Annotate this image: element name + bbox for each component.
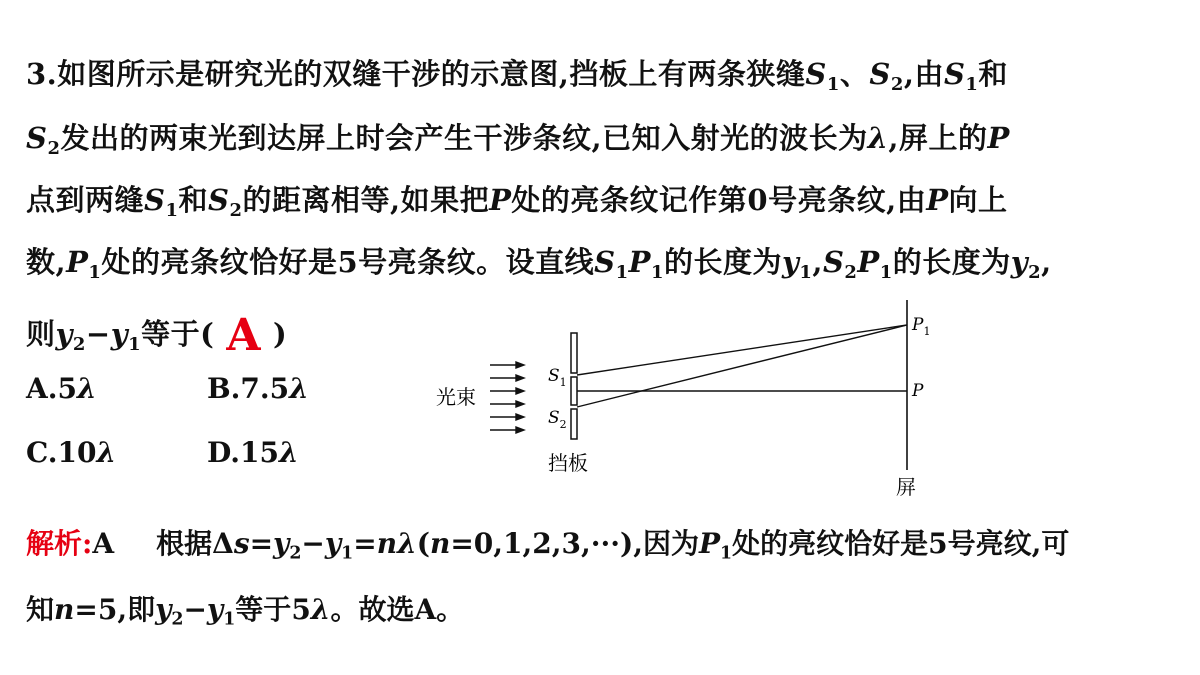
light-rays (577, 325, 907, 407)
solution-line-2: 知n=5,即$y_2-y_1$等于5λ。故选A。 (26, 593, 465, 630)
point-p-label: P (912, 381, 924, 401)
option-b[interactable]: B.7.5λ (207, 372, 309, 405)
option-d[interactable]: D.15λ (207, 436, 299, 469)
question-line-2: $S_2$发出的两束光到达屏上时会产生干涉条纹,已知入射光的波长为λ,屏上的P (26, 121, 1010, 159)
option-c[interactable]: C.10λ (26, 436, 117, 469)
question-number: 3. (26, 57, 58, 91)
board-label: 挡板 (548, 451, 588, 475)
screen-label: 屏 (896, 475, 916, 499)
question-line-1: 3.如图所示是研究光的双缝干涉的示意图,挡板上有两条狭缝$S_1$、$S_2$,由$S_1$和 (26, 57, 1008, 95)
question-line-5: 则$y_2-y_1$等于( A ) (26, 310, 288, 361)
slit-s1-label: $S_1$ (548, 366, 567, 389)
solution-line-1: 解析:A 根据$\Delta s=y_2-y_1=n\lambda(n=0,1,2,3,\cdot\cdot\cdot)$,因为$P_1$处的亮纹恰好是5号亮纹,可 (26, 527, 1070, 564)
slit-s2-label: $S_2$ (548, 408, 567, 431)
option-a[interactable]: A.5λ (26, 372, 97, 405)
question-line-4: 数$,P_1$处的亮条纹恰好是5号亮条纹。设直线$S_1P_1$的长度为$y_1,S_2P_1$的长度为$y_2$, (26, 245, 1052, 283)
solution-label: 解析: (26, 527, 93, 560)
question-line-3: 点到两缝$S_1$和$S_2$的距离相等,如果把P处的亮条纹记作第0号亮条纹,由P向上 (26, 183, 1008, 221)
answer-mark: A (226, 310, 261, 361)
light-beam-arrows (490, 362, 524, 433)
barrier (571, 333, 577, 439)
point-p1-label: $P_1$ (912, 315, 931, 338)
beam-label: 光束 (436, 385, 476, 409)
